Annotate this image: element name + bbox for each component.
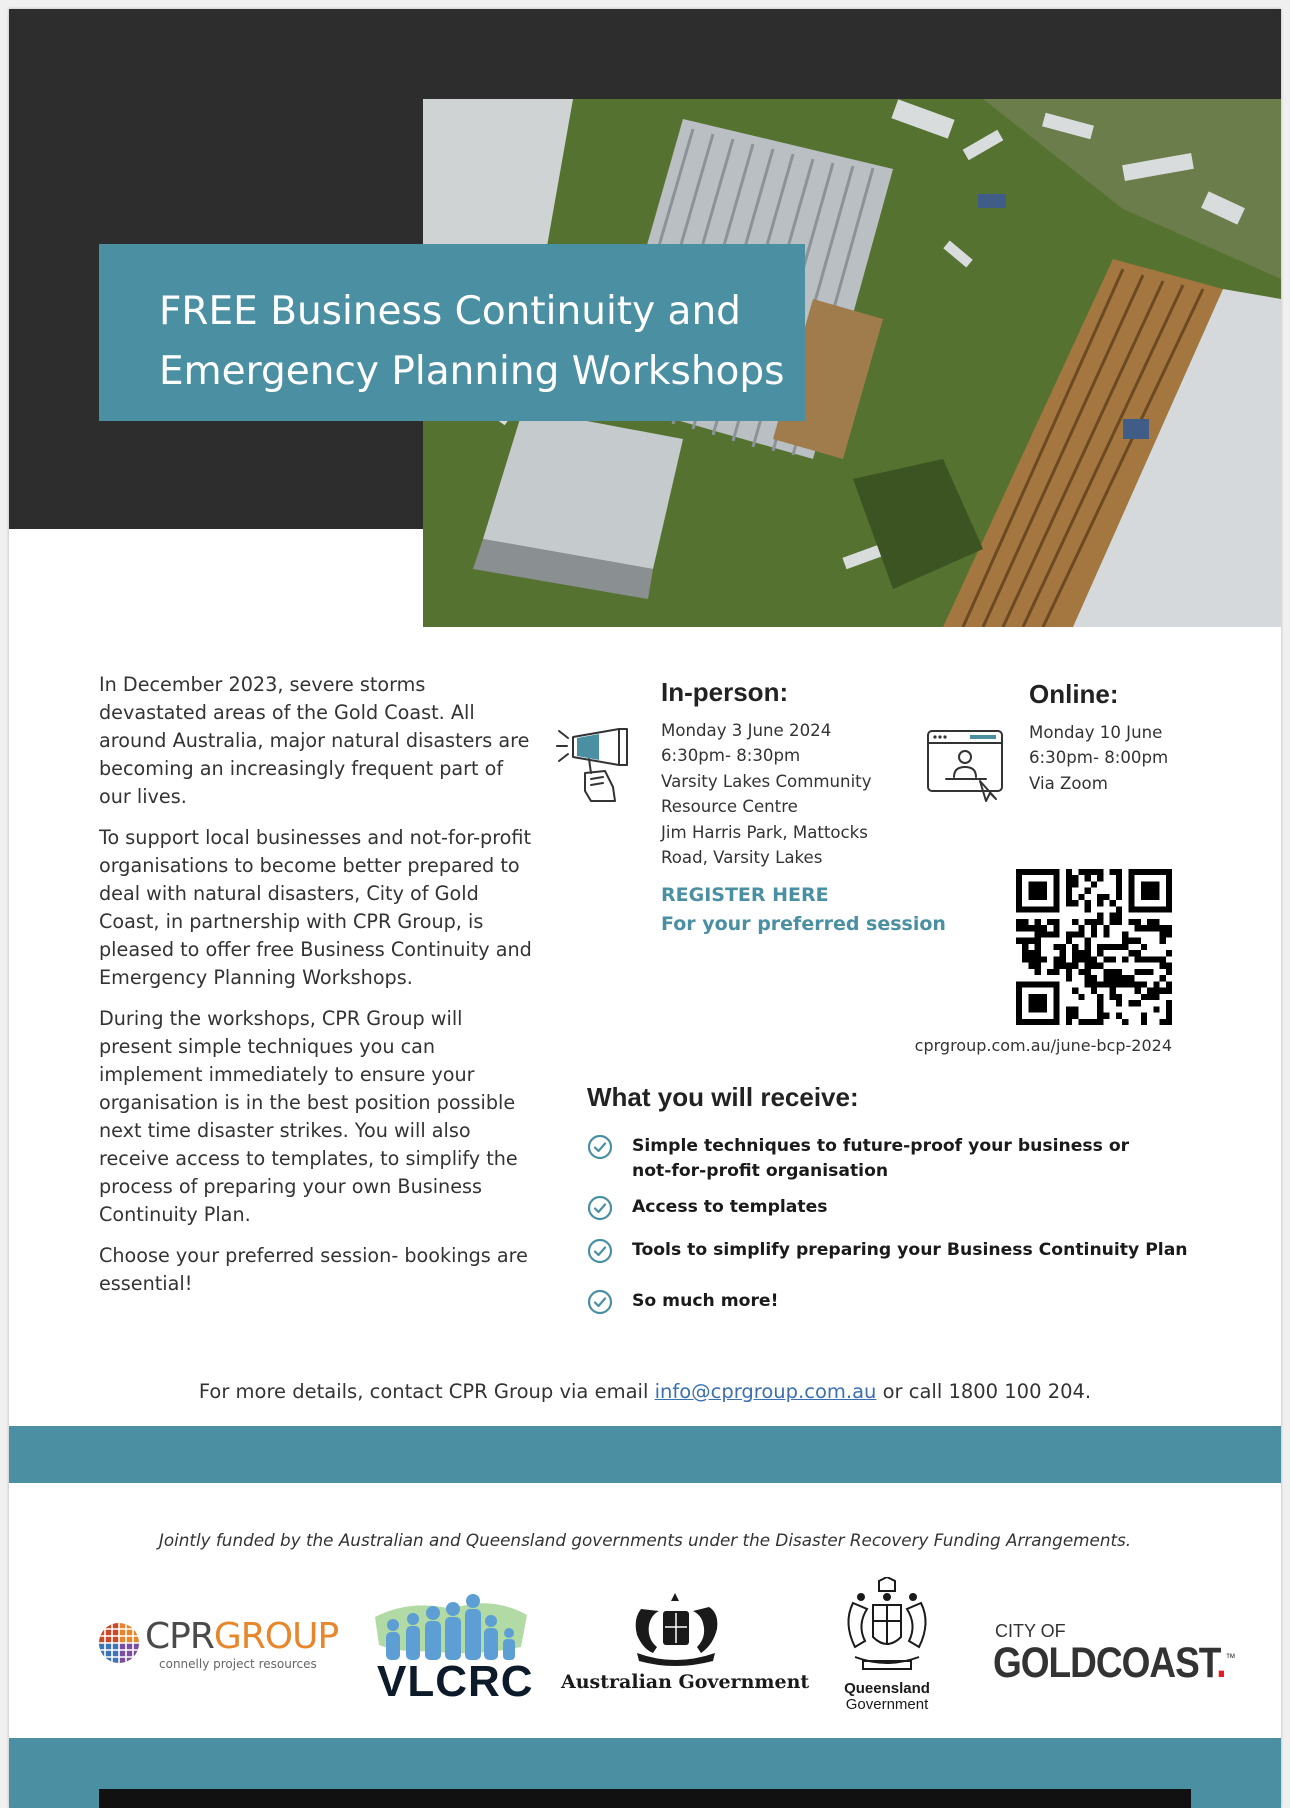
cpr-group-logo	[97, 1617, 367, 1677]
online-detail: Via Zoom	[1029, 773, 1108, 793]
goldcoast-name: GOLDCOAST	[993, 1639, 1217, 1687]
footer-dark-strip	[99, 1789, 1191, 1808]
list-item	[587, 1195, 1187, 1220]
queensland-text: Queensland	[844, 1680, 930, 1697]
funding-statement: Jointly funded by the Australian and Queensland governments under the Disaster Recovery Funding Arrangements.	[158, 1530, 1132, 1550]
intro-paragraph: In December 2023, severe storms devastated areas of the Gold Coast. All around Australia, major natural disasters are becoming an increasingly frequent part of our lives.	[99, 673, 530, 808]
goldcoast-text	[993, 1639, 1235, 1687]
register-label[interactable]: REGISTER HERE	[661, 884, 829, 907]
list-item-text: Access to templates	[632, 1197, 828, 1217]
check-circle-icon	[587, 1238, 613, 1264]
city-of-gold-coast-logo	[985, 1621, 1235, 1691]
queensland-government-logo	[825, 1577, 949, 1713]
contact-prefix: For more details, contact CPR Group via email	[198, 1380, 655, 1403]
footer-teal-band	[9, 1426, 1281, 1483]
list-item-text: So much more!	[632, 1291, 779, 1311]
cpr-logo-subtitle: connelly project resources	[159, 1657, 317, 1671]
australian-government-logo	[561, 1585, 810, 1705]
list-item	[587, 1238, 1187, 1263]
goldcoast-dot: .	[1216, 1639, 1226, 1687]
list-item-text: Tools to simplify preparing your Business Continuity Plan	[632, 1240, 1188, 1260]
intro-paragraph: To support local businesses and not-for-profit organisations to become better prepared to deal with natural disasters, City of Gold Coast, in partnership with CPR Group, is pleased to offer free Business Continuity and Emergency Planning Workshops.	[99, 826, 532, 989]
in-person-detail: Resource Centre	[661, 797, 798, 817]
in-person-session	[661, 677, 946, 939]
online-meeting-icon	[924, 727, 1008, 803]
trademark: ™	[1225, 1652, 1235, 1666]
group-logo-text: GROUP	[213, 1616, 339, 1657]
online-session	[1029, 679, 1249, 796]
qr-url[interactable]: cprgroup.com.au/june-bcp-2024	[914, 1036, 1172, 1055]
list-item	[587, 1289, 1187, 1314]
receive-list	[587, 1134, 1187, 1314]
title-line-1: FREE Business Continuity and	[159, 289, 741, 334]
community-figures-icon	[371, 1587, 531, 1663]
intro-text	[99, 671, 539, 1311]
in-person-detail: Jim Harris Park, Mattocks	[661, 822, 868, 842]
list-item-text: Simple techniques to future-proof your business or not-for-profit organisation	[632, 1136, 1130, 1181]
contact-line	[9, 1380, 1281, 1403]
in-person-heading: In-person:	[661, 677, 789, 707]
coat-of-arms-icon	[623, 1589, 729, 1669]
vlcrc-logo-text: VLCRC	[377, 1657, 534, 1706]
in-person-detail: Monday 3 June 2024	[661, 721, 832, 740]
vlcrc-logo	[371, 1587, 534, 1706]
contact-email-link[interactable]: info@cprgroup.com.au	[654, 1380, 877, 1403]
online-detail: 6:30pm- 8:00pm	[1029, 748, 1169, 768]
intro-paragraph: During the workshops, CPR Group will present simple techniques you can implement immediately to ensure your organisation is in the best position possible next time disaster strikes. You will also receive access to templates, to simplify the process of preparing your own Business Continuity Plan.	[99, 1007, 518, 1226]
megaphone-icon	[555, 721, 639, 805]
list-item	[587, 1134, 1152, 1184]
queensland-crest-icon	[839, 1577, 935, 1681]
intro-paragraph: Choose your preferred session- bookings are essential!	[99, 1244, 528, 1295]
in-person-detail: Road, Varsity Lakes	[661, 848, 823, 868]
title-line-2: Emergency Planning Workshops	[159, 349, 785, 394]
online-heading: Online:	[1029, 679, 1119, 709]
check-circle-icon	[587, 1195, 613, 1221]
check-circle-icon	[587, 1289, 613, 1315]
receive-heading: What you will receive:	[587, 1082, 859, 1112]
city-of-text: CITY OF	[995, 1621, 1066, 1641]
globe-icon	[97, 1621, 141, 1665]
government-text: Government	[845, 1696, 929, 1713]
flyer-page	[9, 9, 1281, 1808]
in-person-detail: Varsity Lakes Community	[661, 771, 872, 791]
cpr-logo-text: CPR	[145, 1616, 214, 1657]
page-title	[99, 244, 805, 421]
in-person-detail: 6:30pm- 8:30pm	[661, 746, 801, 766]
contact-suffix: or call 1800 100 204.	[876, 1380, 1092, 1403]
register-sublabel[interactable]: For your preferred session	[661, 913, 946, 936]
register-link[interactable]	[661, 881, 946, 939]
check-circle-icon	[587, 1134, 613, 1160]
qr-code[interactable]	[1016, 869, 1172, 1025]
online-detail: Monday 10 June	[1029, 723, 1163, 742]
australian-government-text: Australian Government	[561, 1671, 810, 1693]
